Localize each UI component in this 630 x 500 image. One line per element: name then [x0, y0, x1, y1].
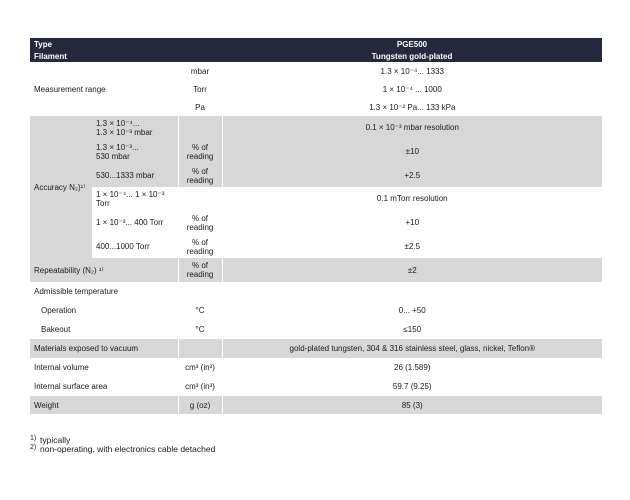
value-cell	[222, 282, 602, 301]
materials-label: Materials exposed to vacuum	[30, 339, 178, 358]
surface-area-row	[30, 377, 602, 396]
range-cell: 530...1333 mbar	[92, 164, 178, 187]
spec-table	[30, 38, 602, 414]
measurement-range-row	[30, 62, 602, 80]
value-cell: +2.5	[222, 164, 602, 187]
footnote-text: typically	[40, 435, 71, 445]
internal-volume-label: Internal volume	[34, 363, 89, 372]
unit-cell: Pa	[178, 98, 222, 116]
value-cell: +10	[405, 218, 420, 227]
unit-cell: % of reading	[178, 210, 222, 235]
temperature-heading-row	[30, 282, 602, 301]
operation-label: Operation	[41, 306, 77, 315]
range-cell	[92, 116, 178, 139]
unit-cell: % of reading	[178, 235, 222, 258]
range-line: Torr	[96, 198, 110, 208]
unit-cell: mbar	[178, 62, 222, 80]
weight-label: Weight	[30, 396, 178, 414]
repeatability-label: Repeatability (N₂) ¹⁾	[30, 258, 178, 282]
value-cell: ±10	[222, 139, 602, 164]
type-value: PGE500	[222, 38, 602, 50]
unit-cell: °C	[178, 320, 222, 339]
value-cell: 0... +50	[398, 306, 426, 315]
value-cell: 1 × 10⁻⁴ ... 1000	[382, 84, 442, 94]
range-cell: 1 × 10⁻³... 400 Torr	[96, 218, 164, 227]
filament-value: Tungsten gold-plated	[222, 50, 602, 62]
accuracy-label: Accuracy N₂)¹⁾	[30, 116, 92, 258]
filament-label: Filament	[30, 50, 222, 62]
unit-cell: cm³ (in³)	[178, 358, 222, 377]
range-line: 1.3 × 10⁻³ mbar	[96, 127, 153, 137]
unit-cell: cm³ (in³)	[178, 377, 222, 396]
range-cell	[92, 187, 178, 210]
value-cell: 0.1 × 10⁻³ mbar resolution	[222, 116, 602, 139]
type-label: Type	[30, 38, 222, 50]
operation-row	[30, 301, 602, 320]
value-cell: ±2.5	[404, 242, 421, 251]
value-cell: ±2	[222, 258, 602, 282]
unit-cell: g (oz)	[178, 396, 222, 414]
accuracy-row	[30, 235, 602, 258]
footnote-text: non-operating, with electronics cable detached	[40, 444, 216, 454]
footnote	[30, 445, 215, 454]
range-cell	[92, 139, 178, 164]
surface-area-label: Internal surface area	[34, 382, 108, 391]
footnotes	[30, 436, 215, 454]
materials-row	[30, 339, 602, 358]
footnote-marker: 1)	[30, 435, 37, 442]
unit-cell	[178, 187, 222, 210]
footnote-marker: 2)	[30, 444, 37, 451]
range-line: 1.3 × 10⁻³...	[96, 142, 139, 152]
range-cell: 400...1000 Torr	[96, 242, 150, 251]
unit-cell	[178, 116, 222, 139]
range-line: 1.3 × 10⁻⁴...	[96, 118, 140, 128]
bakeout-row	[30, 320, 602, 339]
value-cell: 1.3 × 10⁻² Pa... 133 kPa	[369, 102, 456, 112]
unit-cell: % of reading	[178, 258, 222, 282]
accuracy-row	[30, 116, 602, 139]
temperature-label: Admissible temperature	[34, 287, 119, 296]
accuracy-row	[30, 139, 602, 164]
value-cell: 26 (1.589)	[394, 363, 431, 372]
repeatability-row	[30, 258, 602, 282]
accuracy-row	[30, 164, 602, 187]
header-filament-row	[30, 50, 602, 62]
value-cell: ≤150	[403, 325, 422, 334]
range-line: 530 mbar	[96, 151, 130, 161]
range-line: 1 × 10⁻⁴... 1 × 10⁻³	[96, 189, 165, 199]
unit-cell: % of reading	[178, 139, 222, 164]
internal-volume-row	[30, 358, 602, 377]
value-cell: gold-plated tungsten, 304 & 316 stainless steel, glass, nickel, Teflon®	[222, 339, 602, 358]
unit-cell	[178, 282, 222, 301]
unit-cell: % of reading	[178, 164, 222, 187]
value-cell: 0.1 mTorr resolution	[376, 194, 448, 203]
value-cell: 85 (3)	[222, 396, 602, 414]
header-type-row	[30, 38, 602, 50]
measurement-range-label: Measurement range	[34, 84, 106, 94]
unit-cell: Torr	[178, 80, 222, 98]
value-cell: 59.7 (9.25)	[392, 382, 432, 391]
accuracy-row	[30, 210, 602, 235]
value-cell: 1.3 × 10⁻⁴... 1333	[380, 66, 444, 76]
bakeout-label: Bakeout	[41, 325, 71, 334]
unit-cell	[178, 339, 222, 358]
weight-row	[30, 396, 602, 414]
accuracy-row	[30, 187, 602, 210]
unit-cell: °C	[178, 301, 222, 320]
